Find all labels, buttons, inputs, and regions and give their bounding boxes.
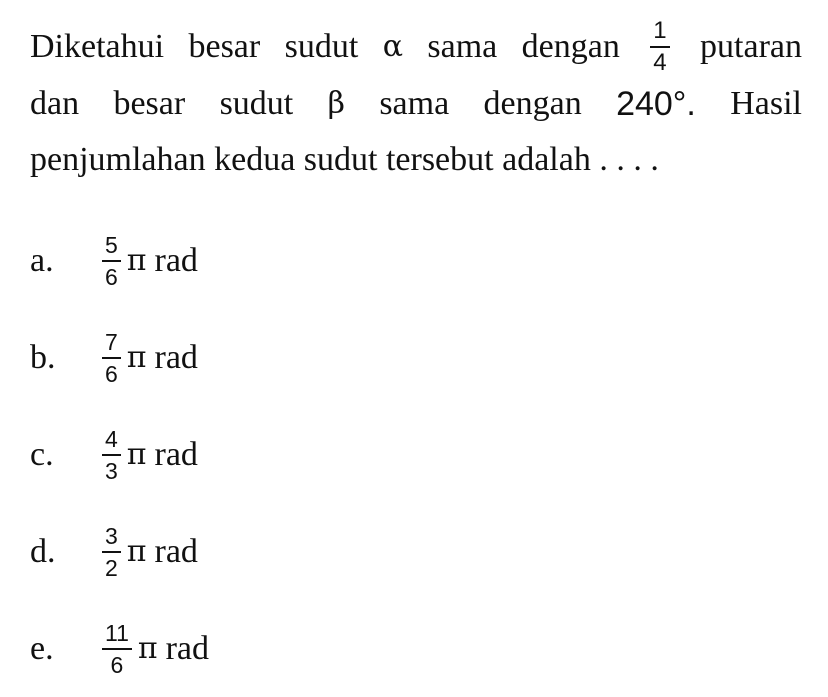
fraction-denominator: 2	[105, 554, 118, 581]
word: besar	[113, 85, 186, 122]
word: sudut	[284, 28, 359, 65]
option-fraction	[102, 329, 121, 387]
question-text	[30, 18, 802, 188]
fraction-numerator: 11	[102, 620, 132, 650]
word: Diketahui	[30, 28, 165, 65]
option-value	[102, 426, 198, 484]
option-letter: b.	[30, 338, 56, 376]
word: sudut	[219, 85, 294, 122]
word: dengan	[521, 28, 620, 65]
pi-symbol: π	[126, 340, 147, 375]
option-value	[102, 523, 198, 581]
option-fraction	[102, 426, 121, 484]
fraction-numerator: 4	[102, 426, 121, 456]
option-fraction	[102, 523, 121, 581]
word: dan	[30, 85, 80, 122]
option-b[interactable]	[30, 309, 530, 406]
fraction-denominator: 6	[105, 263, 118, 290]
pi-symbol: π	[126, 437, 147, 472]
option-value	[102, 329, 198, 387]
unit-label: rad	[154, 241, 198, 279]
fraction-denominator: 6	[105, 360, 118, 387]
option-fraction	[102, 232, 121, 290]
pi-symbol: π	[137, 631, 158, 666]
unit-label: rad	[165, 629, 210, 667]
option-c[interactable]	[30, 406, 530, 503]
option-a[interactable]	[30, 212, 530, 309]
option-value	[102, 620, 209, 678]
word: putaran	[700, 28, 802, 65]
word: besar	[188, 28, 261, 65]
option-d[interactable]	[30, 503, 530, 600]
question-line-2	[30, 76, 802, 132]
fraction-denominator: 4	[653, 49, 667, 76]
word: sama	[379, 85, 450, 122]
option-e[interactable]	[30, 600, 530, 697]
option-fraction	[102, 620, 132, 678]
unit-label: rad	[154, 532, 198, 570]
unit-label: rad	[154, 435, 198, 473]
fraction-numerator: 1	[650, 18, 669, 48]
option-letter: c.	[30, 435, 54, 473]
fraction-denominator: 6	[110, 651, 124, 678]
fraction-numerator: 5	[102, 232, 121, 262]
fraction-quarter	[650, 18, 669, 76]
option-value	[102, 232, 198, 290]
fraction-denominator: 3	[105, 457, 118, 484]
fraction-numerator: 7	[102, 329, 121, 359]
angle-value: 240°.	[616, 85, 696, 123]
question-line-3: penjumlahan kedua sudut tersebut adalah . . . .	[30, 141, 659, 178]
unit-label: rad	[154, 338, 198, 376]
beta-symbol: β	[327, 86, 345, 121]
word: Hasil	[730, 85, 802, 122]
word: sama	[427, 28, 498, 65]
question-line-1	[30, 18, 802, 76]
option-letter: a.	[30, 241, 54, 279]
fraction-numerator: 3	[102, 523, 121, 553]
pi-symbol: π	[126, 534, 147, 569]
pi-symbol: π	[126, 243, 147, 278]
option-letter: d.	[30, 532, 56, 570]
answer-options	[30, 212, 530, 697]
alpha-symbol: α	[382, 29, 403, 64]
option-letter: e.	[30, 629, 54, 667]
word: dengan	[483, 85, 582, 122]
